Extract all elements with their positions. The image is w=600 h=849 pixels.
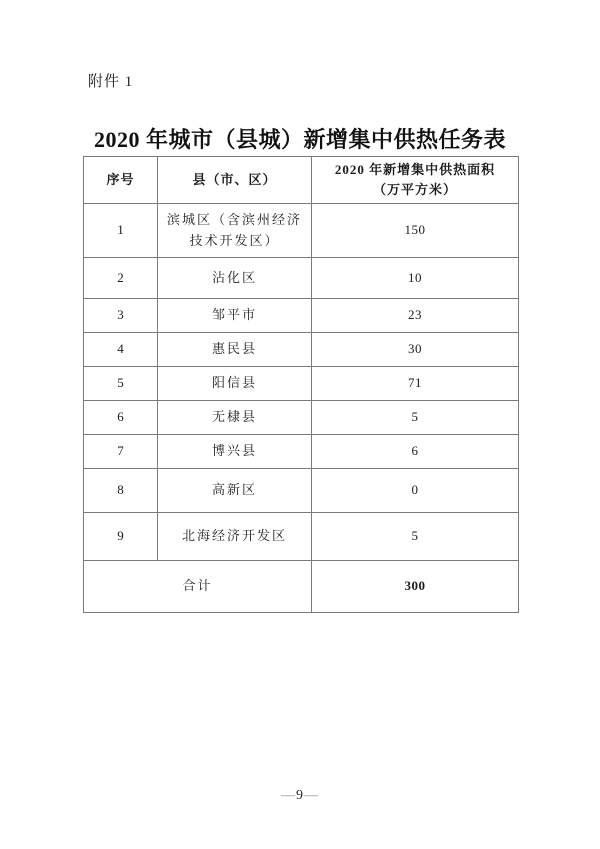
table-header (84, 157, 519, 204)
total-row (84, 561, 519, 613)
table-row (84, 204, 519, 258)
page-number-dash-right: — (304, 788, 319, 803)
table-row (84, 401, 519, 435)
row-region: 沾化区 (158, 258, 312, 299)
table-row (84, 435, 519, 469)
row-index: 6 (84, 401, 158, 435)
row-area: 23 (312, 299, 519, 333)
header-area-line1: 2020 年新增集中供热面积 (334, 161, 496, 177)
page-number-dash-left: — (281, 788, 296, 803)
row-area: 6 (312, 435, 519, 469)
row-index: 7 (84, 435, 158, 469)
row-region: 博兴县 (158, 435, 312, 469)
row-area: 150 (312, 204, 519, 258)
table-body (84, 204, 519, 613)
row-area: 71 (312, 367, 519, 401)
row-area: 30 (312, 333, 519, 367)
header-area (312, 157, 519, 204)
page-number (0, 788, 600, 804)
row-area: 5 (312, 401, 519, 435)
heating-task-table (83, 156, 519, 613)
row-region: 邹平市 (158, 299, 312, 333)
attachment-label: 附件 1 (88, 74, 134, 90)
row-index: 1 (84, 204, 158, 258)
row-index: 3 (84, 299, 158, 333)
row-index: 5 (84, 367, 158, 401)
row-region: 惠民县 (158, 333, 312, 367)
total-area: 300 (312, 561, 519, 613)
header-index: 序号 (84, 157, 158, 204)
row-area: 5 (312, 513, 519, 561)
row-region: 无棣县 (158, 401, 312, 435)
header-row (84, 157, 519, 204)
table-row (84, 367, 519, 401)
row-area: 0 (312, 469, 519, 513)
table-row (84, 513, 519, 561)
row-region: 高新区 (158, 469, 312, 513)
row-region: 北海经济开发区 (158, 513, 312, 561)
document-title: 2020 年城市（县城）新增集中供热任务表 (93, 126, 506, 152)
row-region: 滨城区（含滨州经济技术开发区） (158, 204, 312, 258)
header-region: 县（市、区） (158, 157, 312, 204)
table-row (84, 469, 519, 513)
table-row (84, 258, 519, 299)
row-area: 10 (312, 258, 519, 299)
table-row (84, 333, 519, 367)
table-row (84, 299, 519, 333)
row-index: 4 (84, 333, 158, 367)
row-region: 阳信县 (158, 367, 312, 401)
row-index: 2 (84, 258, 158, 299)
header-area-line2: （万平方米） (372, 182, 457, 197)
page-number-value: 9 (296, 788, 304, 803)
total-label: 合计 (84, 561, 312, 613)
row-index: 8 (84, 469, 158, 513)
row-index: 9 (84, 513, 158, 561)
